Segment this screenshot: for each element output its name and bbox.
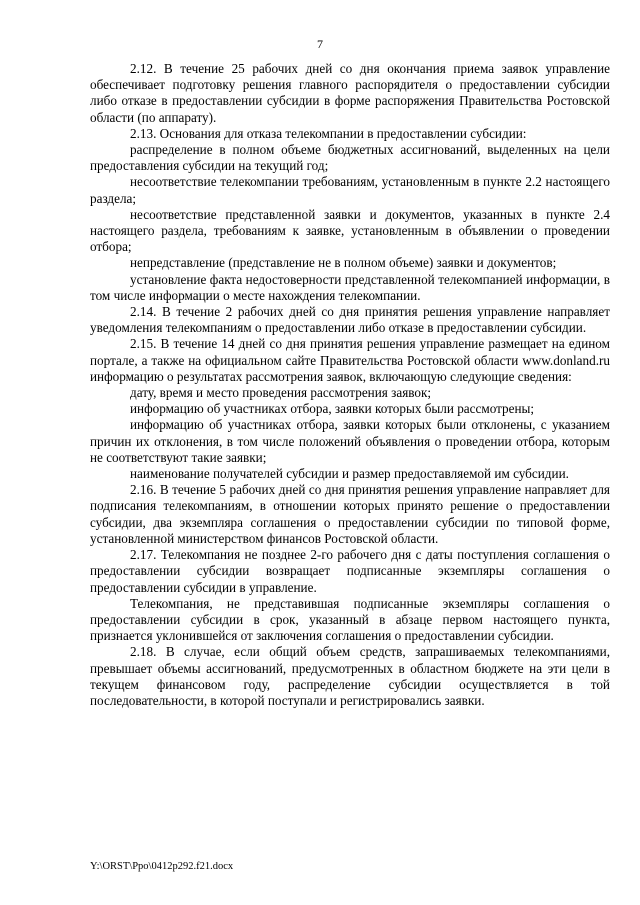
footer-file-path: Y:\ORST\Ppo\0412p292.f21.docx (90, 861, 234, 872)
list-item-refusal-requirements: несоответствие телекомпании требованиям, установленным в пункте 2.2 настоящего раздела; (90, 174, 610, 206)
paragraph-2-13: 2.13. Основания для отказа телекомпании в предоставлении субсидии: (130, 125, 527, 141)
paragraph-2-16: 2.16. В течение 5 рабочих дней со дня принятия решения управление направляет для подписания телекомпаниям, в отношении которых принято решение о предоставлении субсидии, два экземпляра соглашения о предоставлении субсидии по типовой форме, установленной министерством финансов Ростовской области. (90, 482, 610, 546)
list-item-refusal-documents: несоответствие представленной заявки и документов, указанных в пункте 2.4 настоящего раздела, требованиям к заявке, установленным в объявлении о проведении отбора; (90, 206, 610, 255)
paragraph-2-15: 2.15. В течение 14 дней со дня принятия решения управление размещает на едином портале, а также на официальном сайте Правительства Ростовской области www.donland.ru информацию о результатах рассмотрения заявок, включающую следующие сведения: (90, 336, 610, 384)
list-item-refusal-missing: непредставление (представление не в полном объеме) заявки и документов; (130, 255, 557, 271)
paragraph-2-17-continued: Телекомпания, не представившая подписанные экземпляры соглашения о предоставлении субсидии в срок, указанный в абзаце первом настоящего пункта, признается уклонившейся от заключения соглашения о предоставлении субсидии. (90, 595, 610, 644)
list-item-info-date: дату, время и место проведения рассмотрения заявок; (130, 385, 432, 401)
paragraph-2-14: 2.14. В течение 2 рабочих дней со дня принятия решения управление направляет уведомления телекомпаниям о предоставлении либо отказе в предоставлении субсидии. (90, 304, 610, 336)
list-item-info-recipients: наименование получателей субсидии и размер предоставляемой им субсидии. (130, 466, 569, 482)
page-number: 7 (317, 37, 323, 51)
paragraph-2-12: 2.12. В течение 25 рабочих дней со дня окончания приема заявок управление обеспечивает подготовку решения главного распорядителя о предоставлении субсидии либо отказе в предоставлении субсидии в форме распоряжения Правительства Ростовской области (по аппарату). (90, 61, 610, 125)
list-item-refusal-budget: распределение в полном объеме бюджетных ассигнований, выделенных на цели предоставления субсидии на текущий год; (90, 142, 610, 174)
list-item-info-rejected: информацию об участниках отбора, заявки которых были отклонены, с указанием причин их отклонения, в том числе положений объявления о проведении отбора, которым не соответствуют такие заявки; (90, 417, 610, 465)
document-body (90, 61, 610, 709)
paragraph-2-18: 2.18. В случае, если общий объем средств, запрашиваемых телекомпаниями, превышает объемы ассигнований, предусмотренных в областном бюджете на эти цели в текущем финансовом году, распределение субсидии осуществляется в той последовательности, в которой поступали и регистрировались заявки. (90, 644, 610, 708)
paragraph-2-17: 2.17. Телекомпания не позднее 2-го рабочего дня с даты поступления соглашения о предоставлении субсидии возвращает подписанные экземпляры соглашения о предоставлении субсидии в управление. (90, 547, 610, 595)
list-item-info-reviewed: информацию об участниках отбора, заявки которых были рассмотрены; (130, 401, 535, 417)
list-item-refusal-false-info: установление факта недостоверности представленной телекомпанией информации, в том числе информации о месте нахождения телекомпании. (90, 271, 610, 303)
